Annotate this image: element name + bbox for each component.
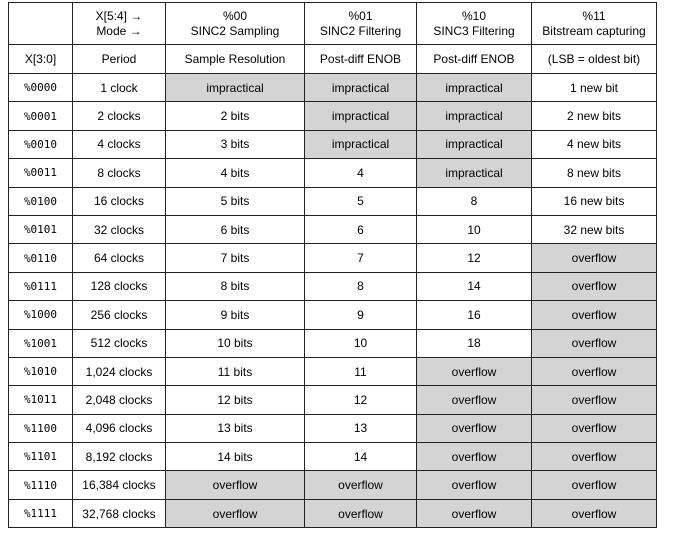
period-cell: 4 clocks: [73, 130, 166, 158]
sinc2-sampling-cell: 9 bits: [166, 301, 305, 329]
mode-code: %00: [222, 8, 248, 23]
table-row: [9, 244, 657, 272]
mode-header-01: [305, 3, 417, 45]
sinc2-sampling-cell: 8 bits: [166, 272, 305, 300]
sinc2-filtering-cell: 9: [305, 301, 417, 329]
table-row: [9, 74, 657, 102]
mode-code: %10: [461, 8, 487, 23]
mode-name: SINC2 Sampling: [190, 23, 280, 38]
mode-header-10: [417, 3, 532, 45]
bitstream-cell: overflow: [532, 357, 657, 385]
table-row: [9, 443, 657, 471]
x-code-cell: %1111: [9, 499, 73, 527]
corner-cell: [9, 3, 73, 45]
mode-axis-label-line2: Mode →: [96, 23, 142, 38]
bitstream-cell: overflow: [532, 272, 657, 300]
period-cell: 16 clocks: [73, 187, 166, 215]
sinc2-sampling-cell: 12 bits: [166, 386, 305, 414]
sinc2-filtering-cell: 14: [305, 443, 417, 471]
bitstream-cell: 8 new bits: [532, 159, 657, 187]
mode-header-00: [166, 3, 305, 45]
bitstream-cell: 2 new bits: [532, 102, 657, 130]
x-code-cell: %0111: [9, 272, 73, 300]
sinc3-filtering-cell: overflow: [417, 414, 532, 442]
table-row: [9, 301, 657, 329]
sinc3-filtering-cell: 10: [417, 215, 532, 243]
bitstream-cell: overflow: [532, 499, 657, 527]
bitstream-cell: overflow: [532, 329, 657, 357]
sinc3-enob-header: Post-diff ENOB: [417, 45, 532, 74]
sinc2-filtering-cell: 12: [305, 386, 417, 414]
x-code-cell: %0101: [9, 215, 73, 243]
period-cell: 128 clocks: [73, 272, 166, 300]
table-row: [9, 499, 657, 527]
bitstream-note-header: (LSB = oldest bit): [532, 45, 657, 74]
sinc2-sampling-cell: 11 bits: [166, 357, 305, 385]
period-cell: 32,768 clocks: [73, 499, 166, 527]
period-cell: 2,048 clocks: [73, 386, 166, 414]
mode-name: Bitstream capturing: [542, 23, 646, 38]
sinc3-filtering-cell: overflow: [417, 471, 532, 499]
x-code-cell: %1000: [9, 301, 73, 329]
mode-code: %11: [582, 8, 606, 23]
sinc2-sampling-cell: 10 bits: [166, 329, 305, 357]
x-code-cell: %0010: [9, 130, 73, 158]
bitstream-cell: overflow: [532, 301, 657, 329]
mode-period-table: [8, 2, 657, 528]
sinc2-sampling-cell: 4 bits: [166, 159, 305, 187]
x-code-cell: %1010: [9, 357, 73, 385]
sinc2-filtering-cell: overflow: [305, 499, 417, 527]
mode-axis-label-line1: X[5:4] →: [95, 8, 143, 23]
sinc2-filtering-cell: impractical: [305, 102, 417, 130]
sinc2-sampling-cell: impractical: [166, 74, 305, 102]
table-row: [9, 215, 657, 243]
sinc3-filtering-cell: overflow: [417, 499, 532, 527]
sinc2-filtering-cell: 13: [305, 414, 417, 442]
sinc3-filtering-cell: overflow: [417, 357, 532, 385]
x-code-cell: %1001: [9, 329, 73, 357]
table-row: [9, 471, 657, 499]
table-body: [9, 74, 657, 528]
table-row: [9, 102, 657, 130]
sinc3-filtering-cell: impractical: [417, 159, 532, 187]
period-cell: 512 clocks: [73, 329, 166, 357]
sinc3-filtering-cell: 14: [417, 272, 532, 300]
period-cell: 2 clocks: [73, 102, 166, 130]
bitstream-cell: 32 new bits: [532, 215, 657, 243]
sinc2-sampling-cell: 7 bits: [166, 244, 305, 272]
period-cell: 4,096 clocks: [73, 414, 166, 442]
sinc2-enob-header: Post-diff ENOB: [305, 45, 417, 74]
x-code-cell: %0011: [9, 159, 73, 187]
x-code-cell: %1101: [9, 443, 73, 471]
sample-resolution-header: Sample Resolution: [166, 45, 305, 74]
table-row: [9, 272, 657, 300]
subheader-row: [9, 45, 657, 74]
mode-axis-label: [73, 3, 166, 45]
sinc2-filtering-cell: 8: [305, 272, 417, 300]
sinc2-filtering-cell: 7: [305, 244, 417, 272]
period-header: Period: [73, 45, 166, 74]
bitstream-cell: overflow: [532, 443, 657, 471]
sinc2-filtering-cell: 11: [305, 357, 417, 385]
sinc3-filtering-cell: impractical: [417, 102, 532, 130]
period-cell: 32 clocks: [73, 215, 166, 243]
sinc2-sampling-cell: 13 bits: [166, 414, 305, 442]
table-row: [9, 159, 657, 187]
x-code-cell: %1100: [9, 414, 73, 442]
table-row: [9, 187, 657, 215]
x-code-cell: %0110: [9, 244, 73, 272]
sinc3-filtering-cell: impractical: [417, 130, 532, 158]
bitstream-cell: overflow: [532, 414, 657, 442]
mode-name: SINC3 Filtering: [433, 23, 515, 38]
sinc2-filtering-cell: 10: [305, 329, 417, 357]
period-cell: 1,024 clocks: [73, 357, 166, 385]
sinc2-sampling-cell: overflow: [166, 471, 305, 499]
bitstream-cell: overflow: [532, 244, 657, 272]
table-row: [9, 357, 657, 385]
sinc3-filtering-cell: 8: [417, 187, 532, 215]
sinc2-filtering-cell: 6: [305, 215, 417, 243]
x-code-cell: %0000: [9, 74, 73, 102]
sinc3-filtering-cell: 12: [417, 244, 532, 272]
sinc3-filtering-cell: 16: [417, 301, 532, 329]
period-cell: 256 clocks: [73, 301, 166, 329]
mode-name: SINC2 Filtering: [319, 23, 402, 38]
sinc3-filtering-cell: 18: [417, 329, 532, 357]
x-code-cell: %0001: [9, 102, 73, 130]
x-label-header: X[3:0]: [9, 45, 73, 74]
sinc2-sampling-cell: 6 bits: [166, 215, 305, 243]
mode-code: %01: [348, 8, 373, 23]
period-cell: 8,192 clocks: [73, 443, 166, 471]
sinc2-filtering-cell: 5: [305, 187, 417, 215]
sinc2-filtering-cell: 4: [305, 159, 417, 187]
period-cell: 1 clock: [73, 74, 166, 102]
bitstream-cell: overflow: [532, 386, 657, 414]
sinc3-filtering-cell: overflow: [417, 386, 532, 414]
sinc2-filtering-cell: impractical: [305, 74, 417, 102]
sinc3-filtering-cell: impractical: [417, 74, 532, 102]
sinc2-sampling-cell: 5 bits: [166, 187, 305, 215]
bitstream-cell: 1 new bit: [532, 74, 657, 102]
table-row: [9, 414, 657, 442]
table-row: [9, 130, 657, 158]
bitstream-cell: 4 new bits: [532, 130, 657, 158]
sinc2-filtering-cell: overflow: [305, 471, 417, 499]
x-code-cell: %1011: [9, 386, 73, 414]
period-cell: 64 clocks: [73, 244, 166, 272]
sinc2-sampling-cell: 14 bits: [166, 443, 305, 471]
table-row: [9, 329, 657, 357]
bitstream-cell: 16 new bits: [532, 187, 657, 215]
sinc2-sampling-cell: overflow: [166, 499, 305, 527]
period-cell: 16,384 clocks: [73, 471, 166, 499]
sinc3-filtering-cell: overflow: [417, 443, 532, 471]
header-row: [9, 3, 657, 45]
sinc2-sampling-cell: 3 bits: [166, 130, 305, 158]
sinc2-sampling-cell: 2 bits: [166, 102, 305, 130]
x-code-cell: %0100: [9, 187, 73, 215]
sinc2-filtering-cell: impractical: [305, 130, 417, 158]
x-code-cell: %1110: [9, 471, 73, 499]
bitstream-cell: overflow: [532, 471, 657, 499]
mode-header-11: [532, 3, 657, 45]
period-cell: 8 clocks: [73, 159, 166, 187]
table-row: [9, 386, 657, 414]
